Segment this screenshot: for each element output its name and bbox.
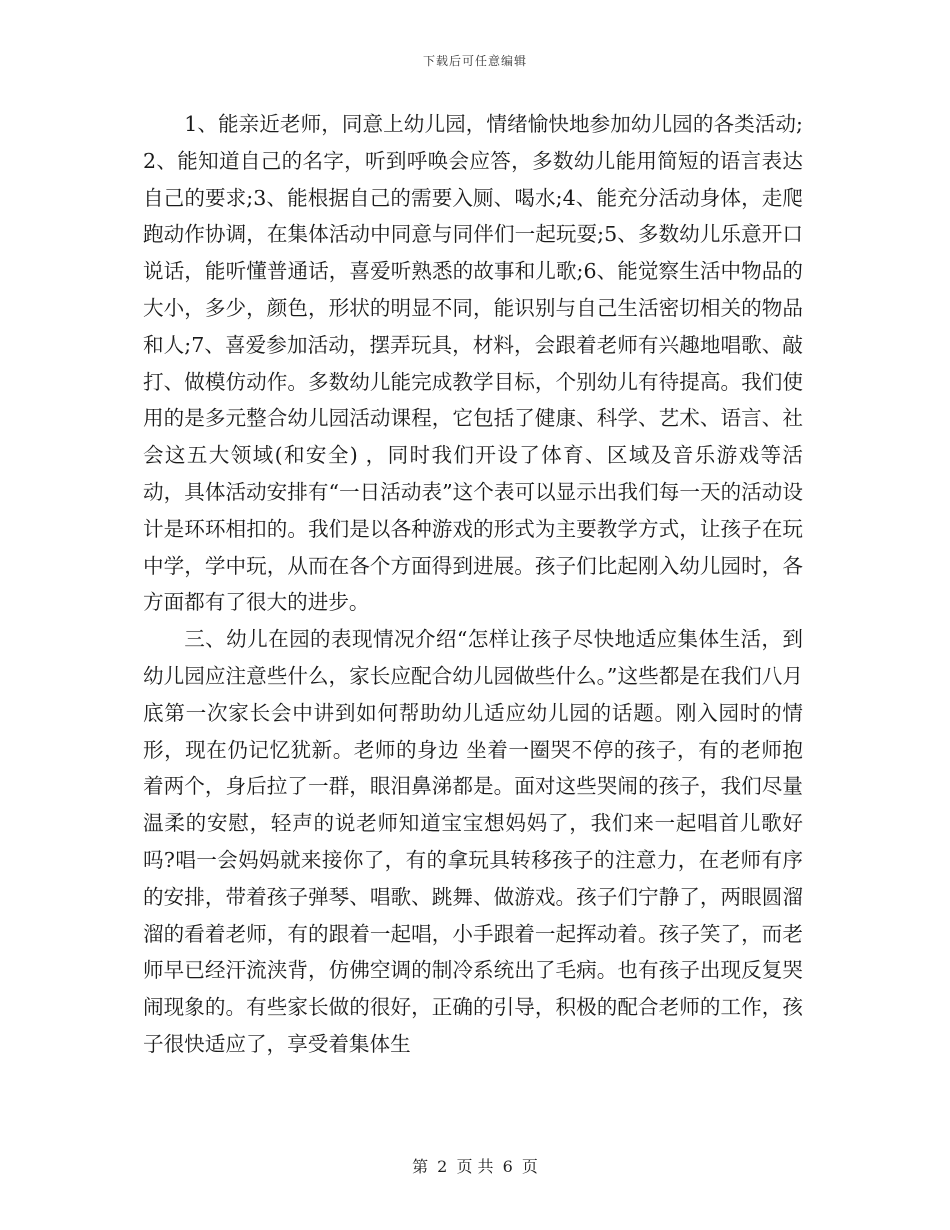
footer-total-pages: 6 — [502, 1157, 513, 1176]
footer-current-page: 2 — [437, 1157, 448, 1176]
footer-prefix: 第 — [412, 1157, 429, 1176]
paragraph-goals: 1、能亲近老师，同意上幼儿园，情绪愉快地参加幼儿园的各类活动;2、能知道自己的名字，听到呼唤会应答，多数幼儿能用简短的语言表达自己的要求;3、能根据自己的需要入厕、喝水;4、能充分活动身体，走爬跑动作协调，在集体活动中同意与同伴们一起玩耍;5、多数幼儿乐意开口说话，能听懂普通话，喜爱听熟悉的故事和儿歌;6、能觉察生活中物品的大小，多少，颜色，形状的明显不同，能识别与自己生活密切相关的物品和人;7、喜爱参加活动，摆弄玩具，材料，会跟着老师有兴趣地唱歌、敲打、做模仿动作。多数幼儿能完成教学目标，个别幼儿有待提高。我们使用的是多元整合幼儿园活动课程，它包括了健康、科学、艺术、语言、社会这五大领域(和安全) ，同时我们开设了体育、区域及音乐游戏等活动，具体活动安排有“一日活动表”这个表可以显示出我们每一天的活动设计是环环相扣的。我们是以各种游戏的形式为主要教学方式，让孩子在玩中学，学中玩，从而在各个方面得到进展。孩子们比起刚入幼儿园时，各方面都有了很大的进步。 — [143, 112, 803, 615]
page-header-note: 下载后可任意编辑 — [422, 54, 527, 68]
document-body — [143, 106, 803, 1063]
paragraph-adaptation: 三、幼儿在园的表现情况介绍“怎样让孩子尽快地适应集体生活，到幼儿园应注意些什么，家长应配合幼儿园做些什么。”这些都是在我们八月底第一次家长会中讲到如何帮助幼儿适应幼儿园的话题。刚入园时的情形，现在仍记忆犹新。老师的身边 坐着一圈哭不停的孩子，有的老师抱着两个，身后拉了一群，眼泪鼻涕都是。面对这些哭闹的孩子，我们尽量温柔的安慰，轻声的说老师知道宝宝想妈妈了，我们来一起唱首儿歌好吗?唱一会妈妈就来接你了，有的拿玩具转移孩子的注意力，在老师有序的安排，带着孩子弹琴、唱歌、跳舞、做游戏。孩子们宁静了，两眼圆溜溜的看着老师，有的跟着一起唱，小手跟着一起挥动着。孩子笑了，而老师早已经汗流浃背，仿佛空调的制冷系统出了毛病。也有孩子出现反复哭闹现象的。有些家长做的很好，正确的引导，积极的配合老师的工作，孩子很快适应了，享受着集体生 — [143, 627, 803, 1056]
footer-middle: 页 共 — [456, 1157, 494, 1176]
footer-suffix: 页 — [521, 1157, 538, 1176]
page-footer — [0, 1154, 950, 1177]
